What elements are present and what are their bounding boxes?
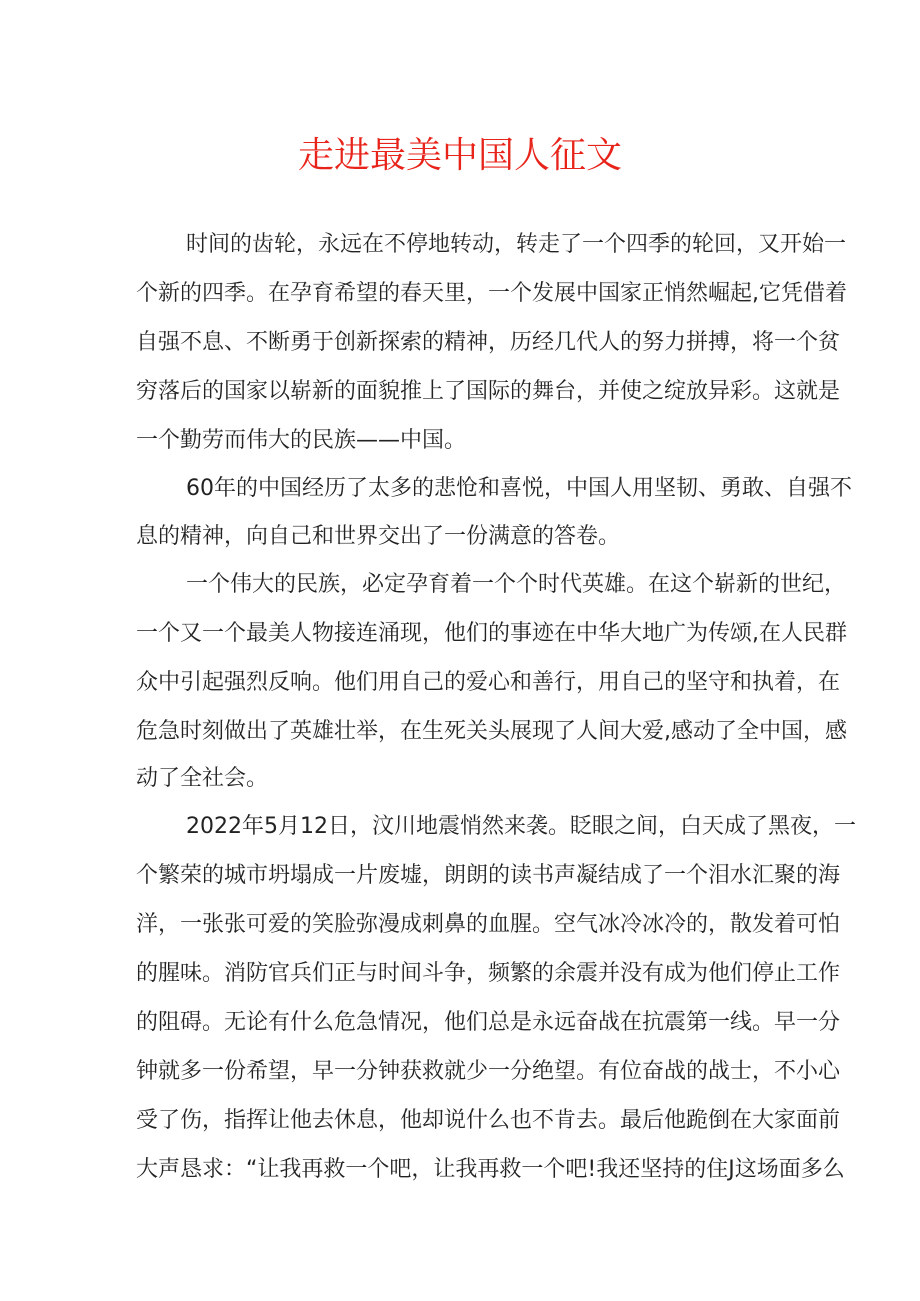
paragraph-1-line-4: 穷落后的国家以崭新的面貌推上了国际的舞台，并使之绽放异彩。这就是 <box>136 379 841 404</box>
paragraph-4-line-3: 洋，一张张可爱的笑脸弥漫成刺鼻的血腥。空气冰冷冰冷的，散发着可怕 <box>136 912 841 937</box>
paragraph-1-line-5: 一个勤劳而伟大的民族——中国。 <box>136 428 467 453</box>
paragraph-4-line-5: 的阻碍。无论有什么危急情况，他们总是永远奋战在抗震第一线。早一分 <box>136 1010 841 1035</box>
paragraph-3-line-2: 一个又一个最美人物接连涌现，他们的事迹在中华大地广为传颂,在人民群 <box>136 621 847 646</box>
document-title: 走进最美中国人征文 <box>297 135 622 176</box>
paragraph-3-line-4: 危急时刻做出了英雄壮举，在生死关头展现了人间大爱,感动了全中国，感 <box>136 719 847 744</box>
paragraph-4-line-2: 个繁荣的城市坍塌成一片废墟，朗朗的读书声凝结成了一个泪水汇聚的海 <box>136 863 841 888</box>
paragraph-1-line-1: 时间的齿轮，永远在不停地转动，转走了一个四季的轮回，又开始一 <box>186 232 847 257</box>
paragraph-4-line-7: 受了伤，指挥让他去休息，他却说什么也不肯去。最后他跪倒在大家面前 <box>136 1108 841 1133</box>
paragraph-3-line-1: 一个伟大的民族，必定孕育着一个个时代英雄。在这个崭新的世纪， <box>186 572 847 597</box>
paragraph-2-line-1: 60年的中国经历了太多的悲怆和喜悦，中国人用坚韧、勇敢、自强不 <box>186 476 852 501</box>
paragraph-3-line-5: 动了全社会。 <box>136 766 269 791</box>
paragraph-4-line-8: 大声恳求：“让我再救一个吧，让我再救一个吧!我还坚持的住J这场面多么 <box>136 1157 845 1182</box>
paragraph-3-line-3: 众中引起强烈反响。他们用自己的爱心和善行，用自己的坚守和执着，在 <box>136 670 841 695</box>
paragraph-2-line-2: 息的精神，向自己和世界交出了一份满意的答卷。 <box>136 524 621 549</box>
paragraph-1-line-3: 自强不息、不断勇于创新探索的精神，历经几代人的努力拼搏，将一个贫 <box>136 330 841 355</box>
paragraph-4-line-1: 2022年5月12日，汶川地震悄然来袭。眨眼之间，白天成了黑夜，一 <box>186 814 856 839</box>
paragraph-4-line-6: 钟就多一份希望，早一分钟获救就少一分绝望。有位奋战的战士，不小心 <box>136 1059 841 1084</box>
paragraph-1-line-2: 个新的四季。在孕育希望的春天里，一个发展中国家正悄然崛起,它凭借着 <box>136 281 847 306</box>
paragraph-4-line-4: 的腥味。消防官兵们正与时间斗争，频繁的余震并没有成为他们停止工作 <box>136 961 841 986</box>
